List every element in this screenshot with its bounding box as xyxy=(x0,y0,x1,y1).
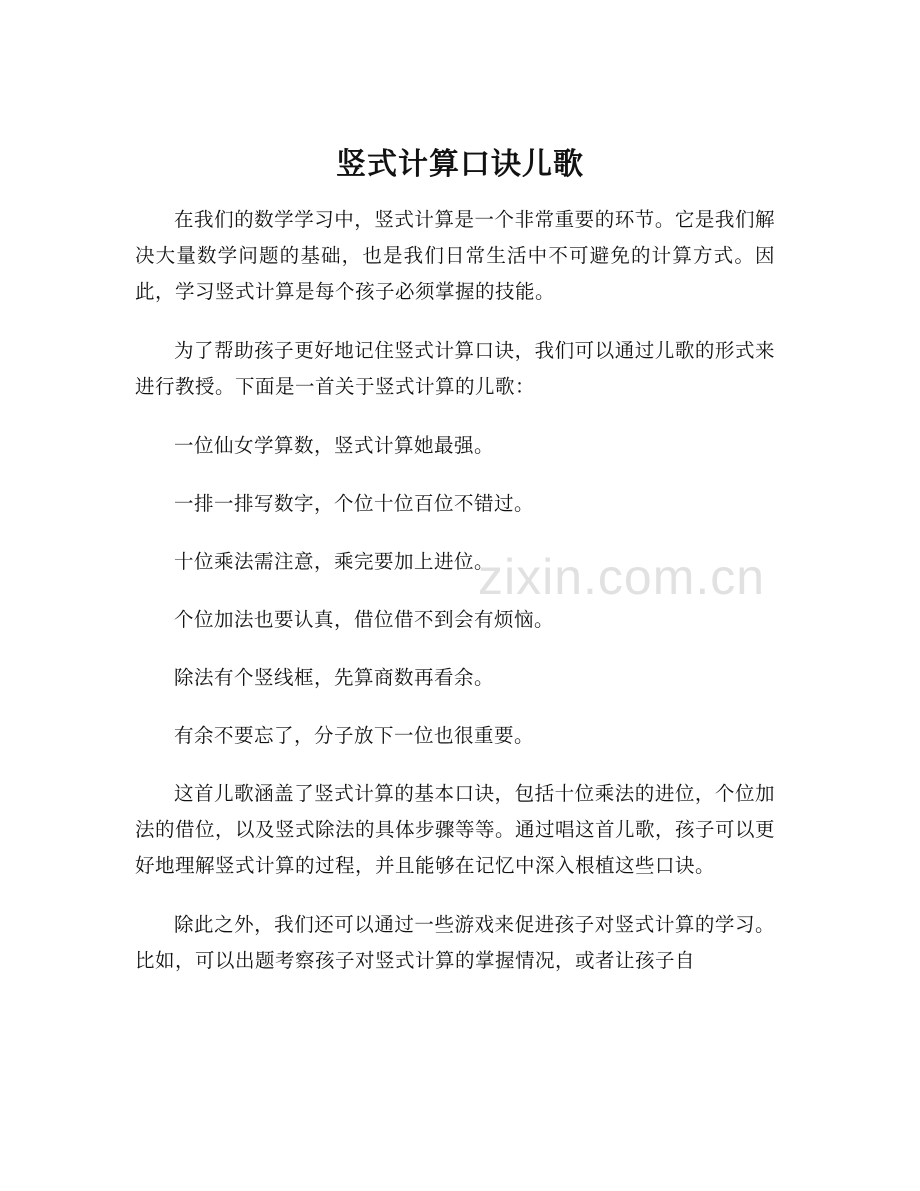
paragraph-games: 除此之外，我们还可以通过一些游戏来促进孩子对竖式计算的学习。比如，可以出题考察孩子对竖式计算的掌握情况，或者让孩子自 xyxy=(135,913,775,972)
verse-line-1: 一位仙女学算数，竖式计算她最强。 xyxy=(174,434,495,457)
verse-line-2: 一排一排写数字，个位十位百位不错过。 xyxy=(174,492,535,515)
verse-line-5: 除法有个竖线框，先算商数再看余。 xyxy=(174,666,495,689)
verse-line-4: 个位加法也要认真，借位借不到会有烦恼。 xyxy=(174,608,555,631)
document-title: 竖式计算口诀儿歌 xyxy=(336,147,584,182)
paragraph-purpose: 为了帮助孩子更好地记住竖式计算口诀，我们可以通过儿歌的形式来进行教授。下面是一首关于竖式计算的儿歌： xyxy=(135,339,775,398)
paragraph-summary: 这首儿歌涵盖了竖式计算的基本口诀，包括十位乘法的进位，个位加法的借位，以及竖式除法的具体步骤等等。通过唱这首儿歌，孩子可以更好地理解竖式计算的过程，并且能够在记忆中深入根植这些口诀。 xyxy=(135,782,776,877)
paragraph-intro: 在我们的数学学习中，竖式计算是一个非常重要的环节。它是我们解决大量数学问题的基础，也是我们日常生活中不可避免的计算方式。因此，学习竖式计算是每个孩子必须掌握的技能。 xyxy=(135,208,775,303)
document-body xyxy=(135,202,775,1002)
verse-line-6: 有余不要忘了，分子放下一位也很重要。 xyxy=(174,724,535,747)
verse-line-3: 十位乘法需注意，乘完要加上进位。 xyxy=(174,550,495,573)
watermark: zixin.com.cn xyxy=(478,549,766,605)
